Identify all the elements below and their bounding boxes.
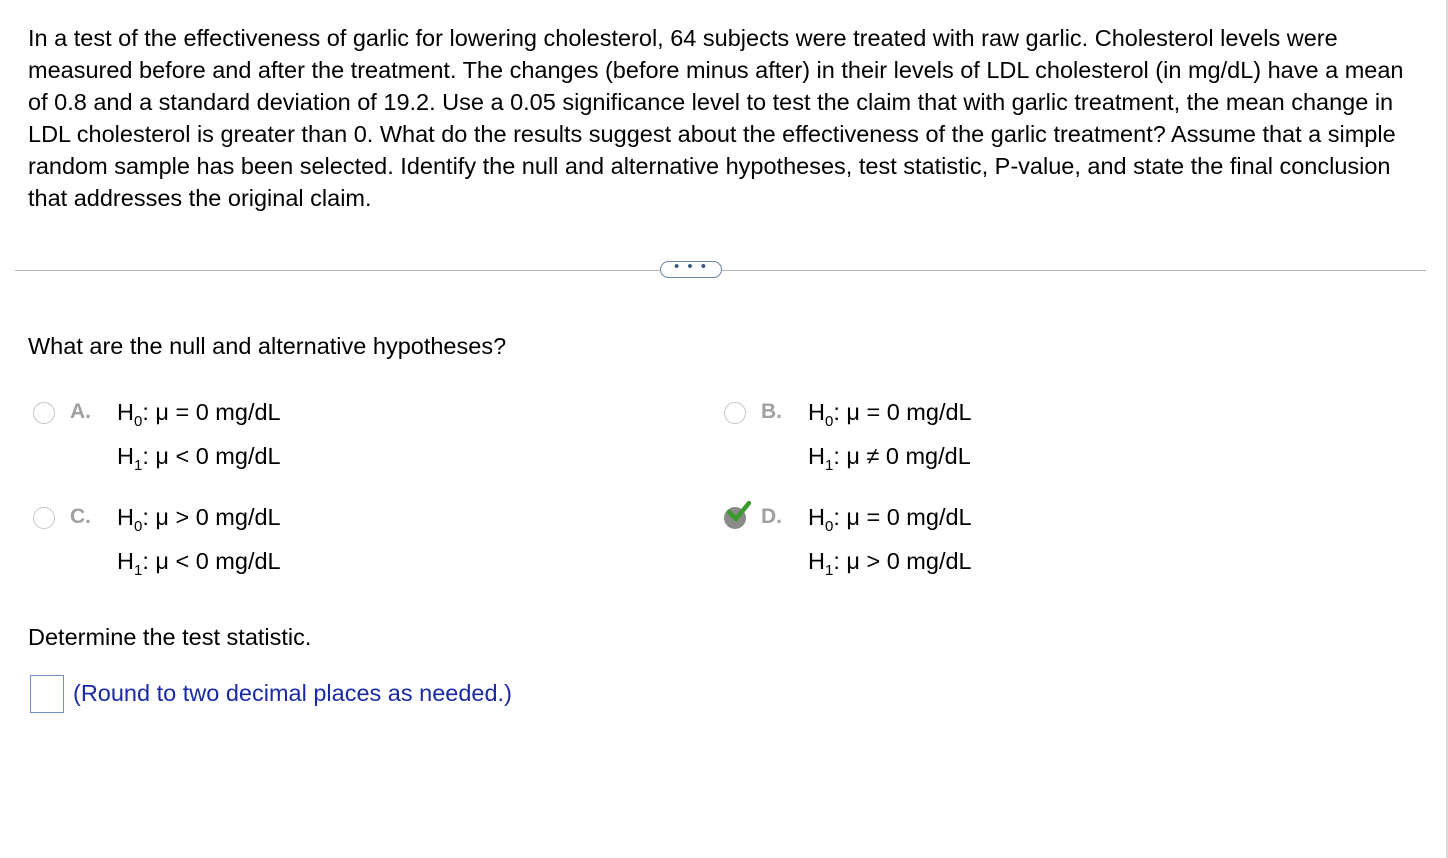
option-b-null-hypothesis: $H_0$: μ = 0 mg/dL <box>808 399 972 430</box>
option-a-null-hypothesis: $H_0$: μ = 0 mg/dL <box>117 399 281 430</box>
show-more-button[interactable]: • • • <box>660 261 722 278</box>
h0-symbol: $H_0$ <box>117 399 143 430</box>
option-b-radio[interactable] <box>724 402 746 424</box>
option-c-alt-hypothesis: $H_1$: μ < 0 mg/dL <box>117 548 281 579</box>
h1-symbol: $H_1$ <box>808 443 834 474</box>
option-c-radio[interactable] <box>33 507 55 529</box>
correct-checkmark-icon <box>727 501 751 523</box>
h0-symbol: $H_0$ <box>117 504 143 535</box>
option-d-alt-hypothesis: $H_1$: μ > 0 mg/dL <box>808 548 972 579</box>
h1-symbol: $H_1$ <box>117 443 143 474</box>
h1-symbol: $H_1$ <box>117 548 143 579</box>
h1-symbol: $H_1$ <box>808 548 834 579</box>
option-b-alt-hypothesis: $H_1$: μ ≠ 0 mg/dL <box>808 443 971 474</box>
option-a-radio[interactable] <box>33 402 55 424</box>
option-d-null-hypothesis: $H_0$: μ = 0 mg/dL <box>808 504 972 535</box>
option-d-radio[interactable] <box>724 507 746 529</box>
rounding-hint: (Round to two decimal places as needed.) <box>73 680 512 706</box>
test-statistic-prompt: Determine the test statistic. <box>28 624 312 650</box>
hypotheses-prompt: What are the null and alternative hypotheses? <box>28 333 507 359</box>
option-b-letter: B. <box>761 400 782 423</box>
test-statistic-input[interactable] <box>30 675 64 713</box>
question-text: In a test of the effectiveness of garlic for lowering cholesterol, 64 subjects were treated with raw garlic. Cholesterol levels were measured before and after the treatment. The changes (before minus after) in their levels of LDL cholesterol (in mg/dL) have a mean of 0.8 and a standard deviation of 19.2. Use a 0.05 significance level to test the claim that with garlic treatment, the mean change in LDL cholesterol is greater than 0. What do the results suggest about the effectiveness of the garlic treatment? Assume that a simple random sample has been selected. Identify the null and alternative hypotheses, test statistic, P-value, and state the final conclusion that addresses the original claim. <box>28 25 1404 211</box>
option-c-null-hypothesis: $H_0$: μ > 0 mg/dL <box>117 504 281 535</box>
option-c-letter: C. <box>70 505 91 528</box>
h0-symbol: $H_0$ <box>808 504 834 535</box>
option-a-letter: A. <box>70 400 91 423</box>
h0-symbol: $H_0$ <box>808 399 834 430</box>
option-d-letter: D. <box>761 505 782 528</box>
option-a-alt-hypothesis: $H_1$: μ < 0 mg/dL <box>117 443 281 474</box>
